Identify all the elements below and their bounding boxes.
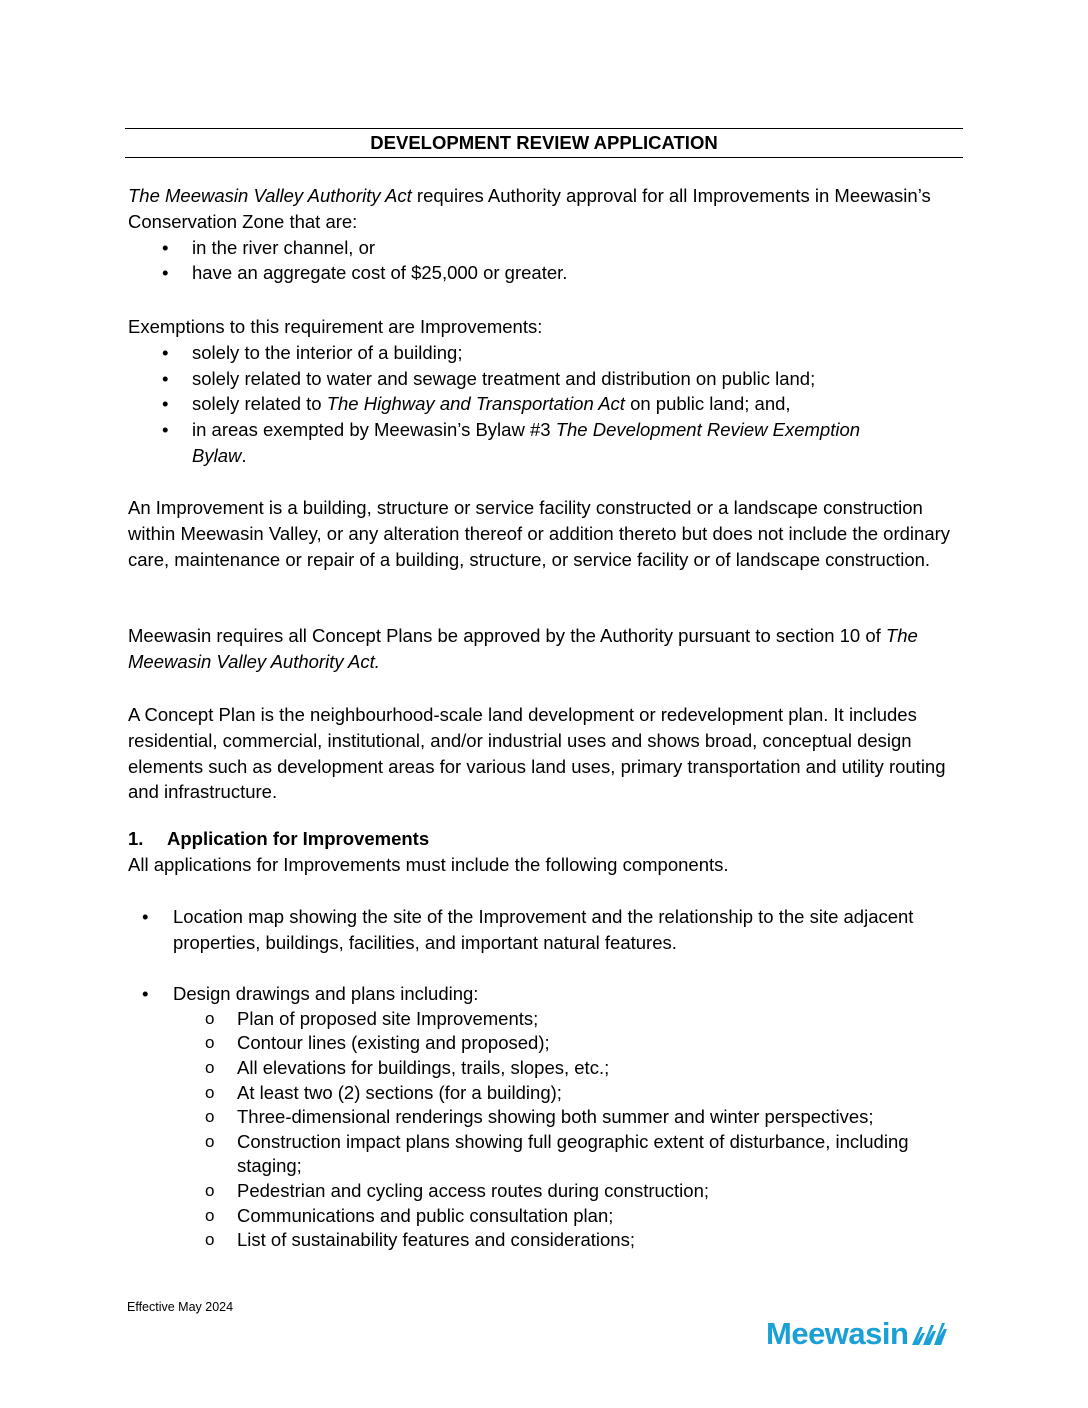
effective-date: Effective May 2024 <box>127 1300 234 1314</box>
exemptions-lead: Exemptions to this requirement are Improvements: <box>128 316 543 337</box>
exemption-text: on public land; and, <box>624 393 791 415</box>
exemption-text: in areas exempted by Meewasin’s Bylaw #3 <box>192 419 556 441</box>
list-item <box>128 981 958 1007</box>
list-item: • in the river channel, or <box>128 235 958 261</box>
list-item: o List of sustainability features and considerations; <box>128 1228 958 1253</box>
meewasin-logo <box>766 1316 950 1352</box>
design-lead: Design drawings and plans including: <box>173 983 479 1004</box>
list-item: • have an aggregate cost of $25,000 or greater. <box>128 260 958 286</box>
section-1 <box>128 826 958 878</box>
list-item: o Three-dimensional renderings showing both summer and winter perspectives; <box>128 1105 958 1130</box>
requirements-list <box>128 904 958 956</box>
highway-act-title: The Highway and Transportation Act <box>326 393 625 415</box>
logo-wordmark: Meewasin <box>766 1316 909 1351</box>
list-item: o Pedestrian and cycling access routes during construction; <box>128 1179 958 1204</box>
improvement-definition-text: An Improvement is a building, structure or service facility constructed or a landscape construction within Meewasin Valley, or any alteration thereof or addition thereto but does not include the ordinary care, maintenance or repair of a building, structure, or service facility or of landscape construction. <box>128 497 951 570</box>
design-drawings-item <box>128 981 958 1253</box>
list-item <box>128 391 958 417</box>
list-item <box>128 417 958 469</box>
concept-requirement-text <box>128 623 958 675</box>
section-lead: All applications for Improvements must include the following components. <box>128 853 729 875</box>
list-item: • solely related to water and sewage treatment and distribution on public land; <box>128 366 958 392</box>
exemption-text: . <box>241 444 247 466</box>
exemptions-bullet-list <box>128 340 958 469</box>
improvement-definition <box>128 495 958 572</box>
list-item: o All elevations for buildings, trails, slopes, etc.; <box>128 1056 958 1081</box>
concept-act-title: The Meewasin Valley Authority Act. <box>128 625 918 672</box>
wave-mark-icon <box>910 1319 950 1349</box>
list-item: o Contour lines (existing and proposed); <box>128 1031 958 1056</box>
intro-text: requires Authority approval for all Improvements in Meewasin’s Conservation Zone that are: <box>128 185 931 232</box>
section-heading <box>128 826 958 852</box>
list-item: o At least two (2) sections (for a building); <box>128 1081 958 1106</box>
concept-plan-requirement <box>128 623 958 675</box>
list-item: • solely to the interior of a building; <box>128 340 958 366</box>
intro-act-title: The Meewasin Valley Authority Act <box>128 185 412 206</box>
requirements-list <box>128 981 958 1007</box>
intro-paragraph <box>128 183 958 235</box>
location-map-item <box>128 904 958 956</box>
section-number: 1. <box>128 828 144 849</box>
concept-definition-text: A Concept Plan is the neighbourhood-scale land development or redevelopment plan. It includes residential, commercial, institutional, and/or industrial uses and shows broad, conceptual design elements such as development areas for various land uses, primary transportation and utility routing and infrastructure. <box>128 704 946 803</box>
list-item: o Communications and public consultation plan; <box>128 1204 958 1229</box>
list-item: o Plan of proposed site Improvements; <box>128 1007 958 1032</box>
bylaw-title: The Development Review Exemption Bylaw <box>192 419 861 466</box>
design-items-list <box>128 1007 958 1253</box>
list-item: • Location map showing the site of the Improvement and the relationship to the site adjacent properties, buildings, facilities, and important natural features. <box>128 904 958 956</box>
concept-plan-definition <box>128 702 958 805</box>
section-heading-text: Application for Improvements <box>167 828 430 849</box>
exemptions-section <box>128 314 958 469</box>
list-item: o Construction impact plans showing full geographic extent of disturbance, including staging; <box>128 1130 958 1179</box>
exemption-text: solely related to <box>192 393 327 415</box>
page-title: DEVELOPMENT REVIEW APPLICATION <box>125 128 963 158</box>
concept-requirement-body: Meewasin requires all Concept Plans be approved by the Authority pursuant to section 10 of <box>128 625 886 646</box>
intro-section <box>128 183 958 286</box>
intro-bullet-list <box>128 235 958 287</box>
